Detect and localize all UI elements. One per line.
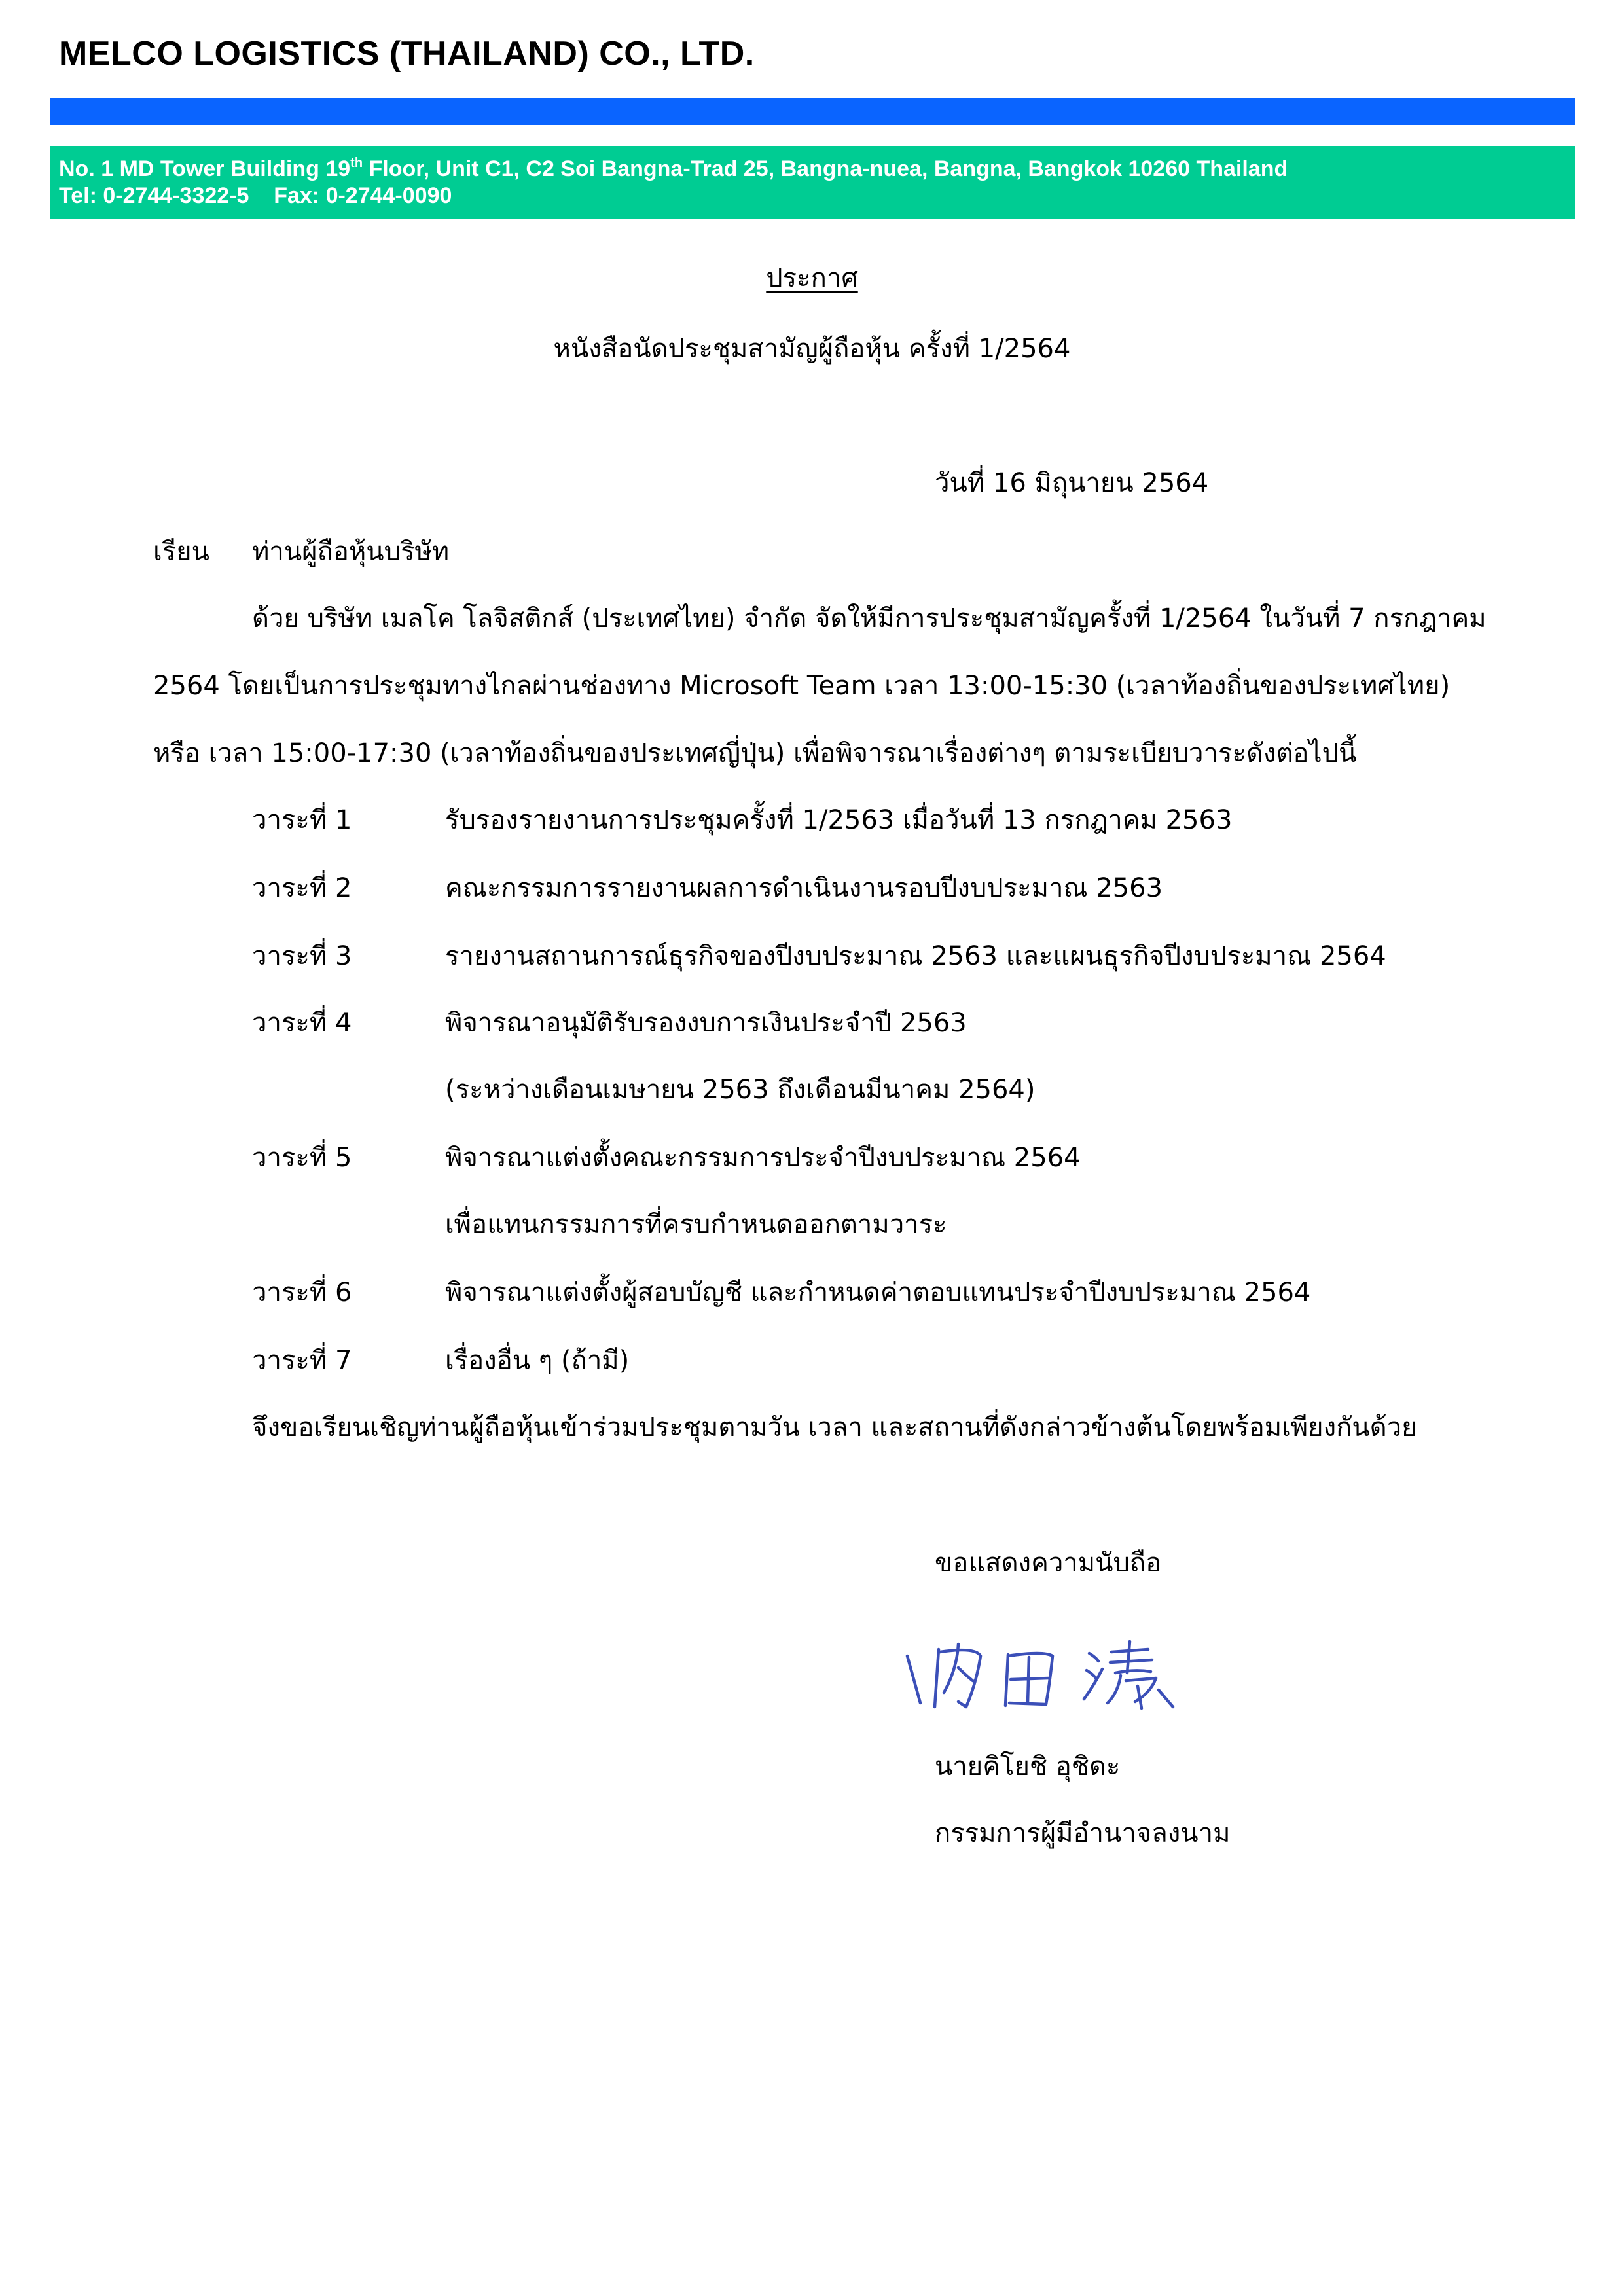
closing-paragraph: จึงขอเรียนเชิญท่านผู้ถือหุ้นเข้าร่วมประชุมตามวัน เวลา และสถานที่ดังกล่าวข้างต้นโดยพร้อมเพียงกันด้วย (252, 1412, 1417, 1443)
letterhead-blue-bar (50, 98, 1575, 125)
agenda-label-3: วาระที่ 3 (252, 941, 352, 971)
agenda-label-6: วาระที่ 6 (252, 1278, 352, 1308)
agenda-label-4: วาระที่ 4 (252, 1008, 352, 1038)
handwritten-signature (898, 1630, 1186, 1728)
address-superscript: th (350, 156, 363, 170)
notice-subtitle: หนังสือนัดประชุมสามัญผู้ถือหุ้น ครั้งที่ 1/2564 (553, 334, 1071, 364)
agenda-label-7: วาระที่ 7 (252, 1346, 352, 1376)
address-part-1: No. 1 MD Tower Building 19 (59, 156, 351, 181)
company-tel-fax: Tel: 0-2744-3322-5 Fax: 0-2744-0090 (59, 183, 452, 208)
body-line-3: หรือ เวลา 15:00-17:30 (เวลาท้องถิ่นของประเทศญี่ปุ่น) เพื่อพิจารณาเรื่องต่างๆ ตามระเบียบวาระดังต่อไปนี้ (153, 738, 1357, 768)
body-line-1: ด้วย บริษัท เมลโค โลจิสติกส์ (ประเทศไทย) จำกัด จัดให้มีการประชุมสามัญครั้งที่ 1/2564 ในวันที่ 7 กรกฎาคม (252, 603, 1487, 634)
agenda-text-5-continued: เพื่อแทนกรรมการที่ครบกำหนดออกตามวาระ (445, 1210, 947, 1240)
signer-title: กรรมการผู้มีอำนาจลงนาม (935, 1818, 1231, 1848)
agenda-text-2: คณะกรรมการรายงานผลการดำเนินงานรอบปีงบประมาณ 2563 (445, 873, 1163, 903)
regards-text: ขอแสดงความนับถือ (935, 1548, 1162, 1578)
agenda-label-2: วาระที่ 2 (252, 873, 352, 903)
notice-title (0, 257, 1624, 298)
agenda-text-7: เรื่องอื่น ๆ (ถ้ามี) (445, 1346, 630, 1376)
agenda-label-5: วาระที่ 5 (252, 1143, 352, 1173)
body-line-2: 2564 โดยเป็นการประชุมทางไกลผ่านช่องทาง Microsoft Team เวลา 13:00-15:30 (เวลาท้องถิ่นของประเทศไทย) (153, 671, 1451, 701)
agenda-text-4: พิจารณาอนุมัติรับรองงบการเงินประจำปี 2563 (445, 1008, 967, 1038)
address-part-2: Floor, Unit C1, C2 Soi Bangna-Trad 25, Bangna-nuea, Bangna, Bangkok 10260 Thailand (363, 156, 1288, 181)
signer-name: นายคิโยชิ อุชิดะ (935, 1751, 1121, 1782)
agenda-text-6: พิจารณาแต่งตั้งผู้สอบบัญชี และกำหนดค่าตอบแทนประจำปีงบประมาณ 2564 (445, 1278, 1311, 1308)
agenda-text-3: รายงานสถานการณ์ธุรกิจของปีงบประมาณ 2563 และแผนธุรกิจปีงบประมาณ 2564 (445, 941, 1386, 971)
salutation-label: เรียน (153, 537, 209, 567)
agenda-text-5: พิจารณาแต่งตั้งคณะกรรมการประจำปีงบประมาณ 2564 (445, 1143, 1081, 1173)
agenda-label-1: วาระที่ 1 (252, 805, 352, 835)
salutation-recipient: ท่านผู้ถือหุ้นบริษัท (252, 537, 450, 567)
agenda-text-4-continued: (ระหว่างเดือนเมษายน 2563 ถึงเดือนมีนาคม 2564) (445, 1075, 1036, 1105)
notice-date: วันที่ 16 มิถุนายน 2564 (935, 468, 1209, 498)
company-address (59, 155, 1575, 183)
company-name: MELCO LOGISTICS (THAILAND) CO., LTD. (59, 35, 755, 73)
notice-title-text: ประกาศ (766, 263, 858, 293)
agenda-text-1: รับรองรายงานการประชุมครั้งที่ 1/2563 เมื่อวันที่ 13 กรกฎาคม 2563 (445, 805, 1233, 835)
letterhead-address-band (50, 146, 1575, 219)
